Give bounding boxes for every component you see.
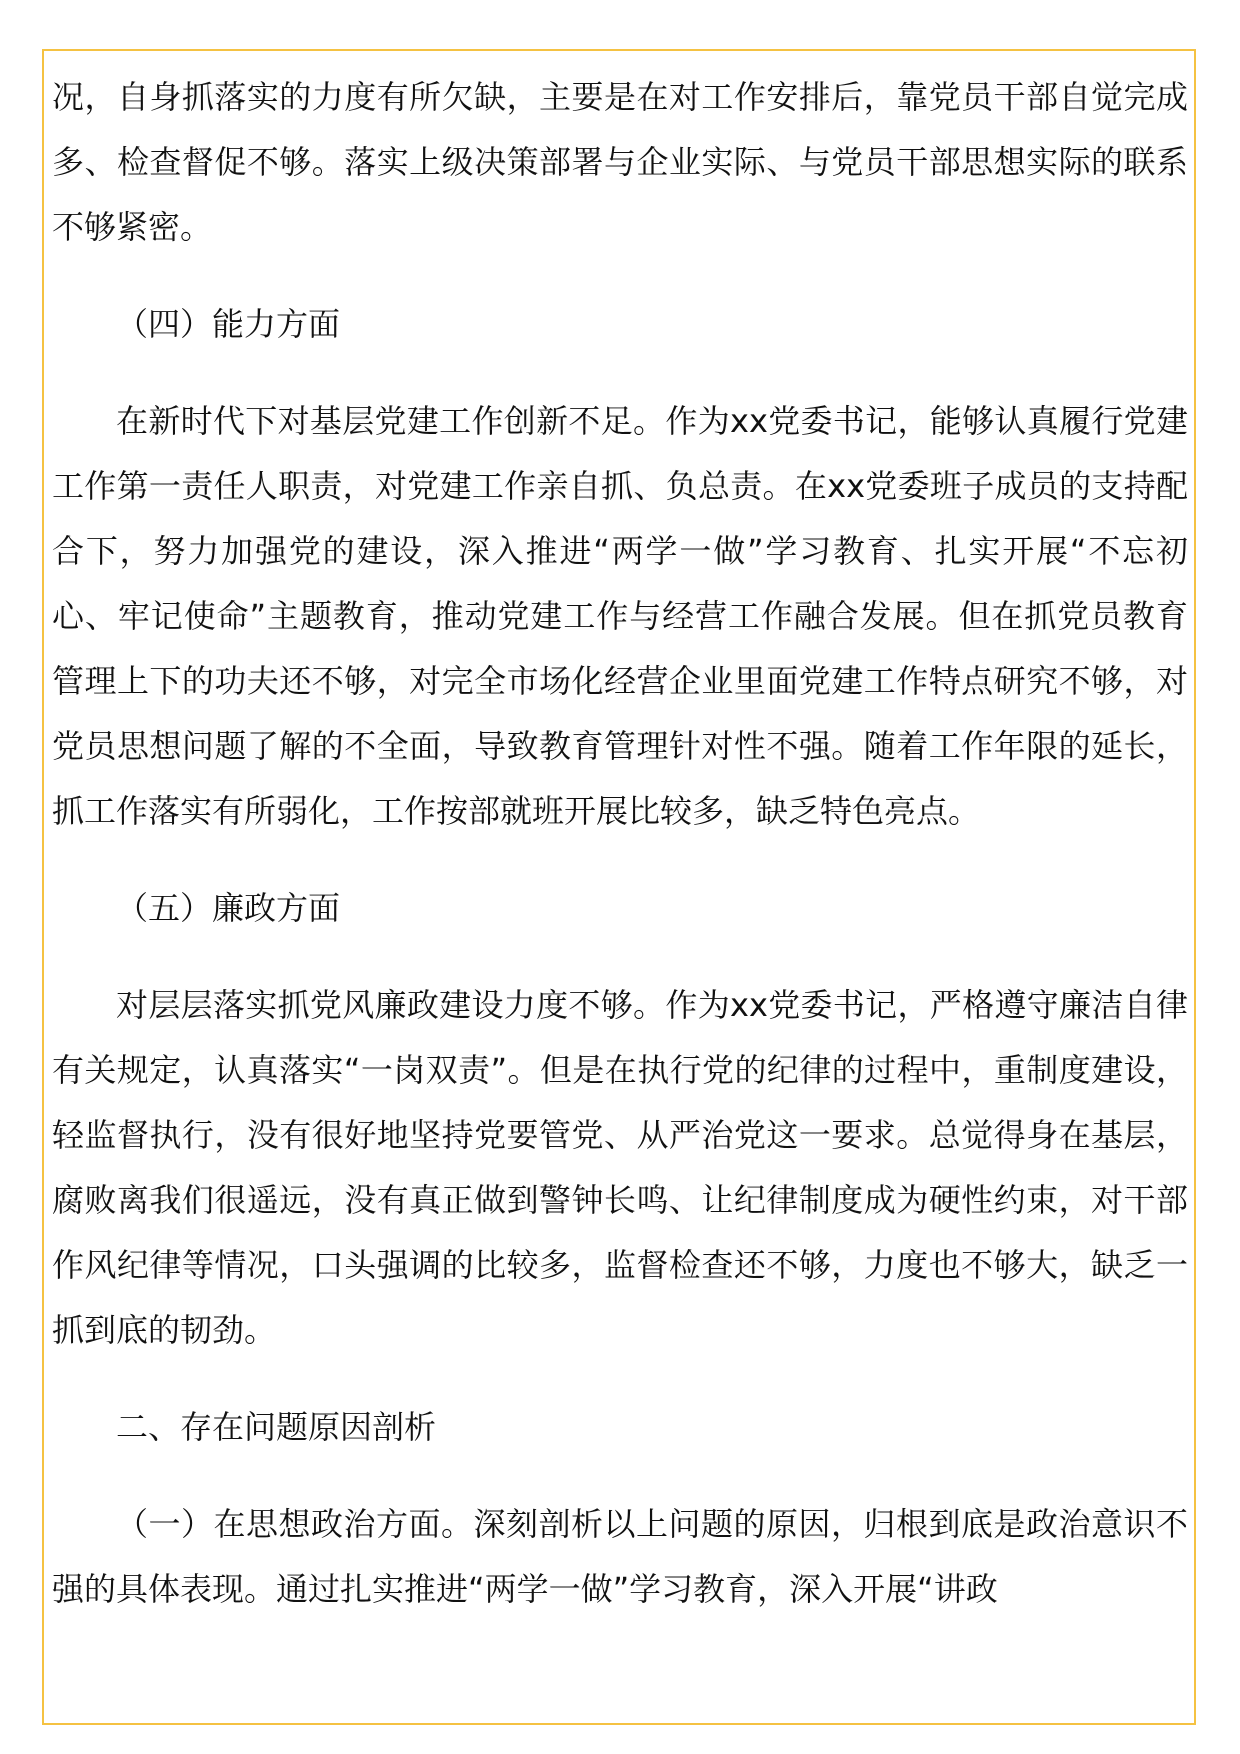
paragraph-continuation: 况，自身抓落实的力度有所欠缺，主要是在对工作安排后，靠党员干部自觉完成多、检查督促不够。落实上级决策部署与企业实际、与党员干部思想实际的联系不够紧密。 [52, 78, 1188, 246]
document-body [52, 65, 1188, 1622]
section-heading-integrity: （五）廉政方面 [116, 889, 341, 927]
section-heading-cause-analysis: 二、存在问题原因剖析 [116, 1408, 437, 1446]
paragraph-integrity: 对层层落实抓党风廉政建设力度不够。作为xx党委书记，严格遵守廉洁自律有关规定，认真落实“一岗双责”。但是在执行党的纪律的过程中，重制度建设，轻监督执行，没有很好地坚持党要管党、从严治党这一要求。总觉得身在基层，腐败离我们很遥远，没有真正做到警钟长鸣、让纪律制度成为硬性约束，对干部作风纪律等情况，口头强调的比较多，监督检查还不够，力度也不够大，缺乏一抓到底的韧劲。 [52, 986, 1188, 1349]
paragraph-political-thought: （一）在思想政治方面。深刻剖析以上问题的原因，归根到底是政治意识不强的具体表现。通过扎实推进“两学一做”学习教育，深入开展“讲政 [52, 1505, 1188, 1608]
paragraph-ability: 在新时代下对基层党建工作创新不足。作为xx党委书记，能够认真履行党建工作第一责任人职责，对党建工作亲自抓、负总责。在xx党委班子成员的支持配合下，努力加强党的建设，深入推进“两学一做”学习教育、扎实开展“不忘初心、牢记使命”主题教育，推动党建工作与经营工作融合发展。但在抓党员教育管理上下的功夫还不够，对完全市场化经营企业里面党建工作特点研究不够，对党员思想问题了解的不全面，导致教育管理针对性不强。随着工作年限的延长，抓工作落实有所弱化，工作按部就班开展比较多，缺乏特色亮点。 [52, 402, 1188, 830]
section-heading-ability: （四）能力方面 [116, 305, 341, 343]
page-border [42, 49, 1196, 1725]
